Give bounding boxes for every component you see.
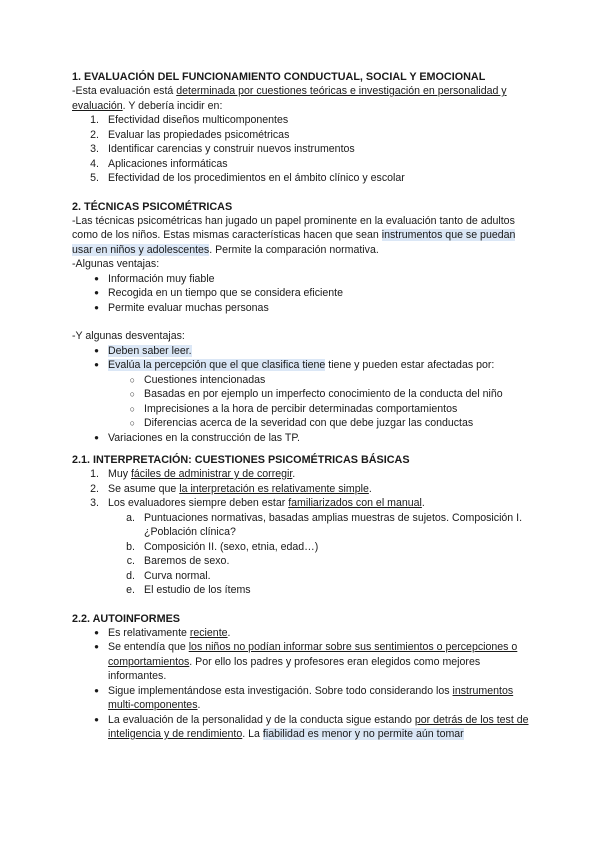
section-2-2-title: 2.2. AUTOINFORMES	[72, 612, 180, 625]
highlighted-text: Evalúa la percepción que el que clasifica tiene	[108, 359, 326, 371]
list-item-text: Basadas en por ejemplo un imperfecto conocimiento de la conducta del niño	[144, 388, 503, 400]
list-item	[72, 128, 532, 143]
list-item	[72, 467, 532, 482]
section-1-list	[72, 113, 532, 186]
list-item-text-end: .	[292, 468, 296, 480]
list-item-text: Cuestiones intencionadas	[144, 373, 266, 386]
bullet-icon: ●	[94, 642, 99, 651]
paragraph-text-end: . Permite la comparación normativa.	[209, 243, 379, 256]
underlined-text: los niños no podían informar sobre sus sentimientos o percepciones o comportamientos	[108, 641, 518, 668]
list-item	[72, 272, 532, 287]
list-item-text-end: .	[227, 626, 231, 639]
list-item-text: Curva normal.	[144, 569, 211, 582]
underlined-text: por detrás de los test de inteligencia y de rendimiento	[108, 713, 529, 740]
list-item-text: Los evaluadores siempre deben estar	[108, 497, 289, 509]
list-item-text: Se entendía que	[108, 641, 189, 653]
list-item-text-end: .	[368, 482, 372, 495]
list-item	[72, 344, 532, 359]
section-2-1-list	[72, 467, 532, 598]
underlined-text: la interpretación es relativamente simple	[179, 482, 369, 495]
list-marker: 1.	[90, 114, 99, 126]
circle-bullet-icon: ○	[129, 374, 135, 385]
list-item-text: Se asume que	[108, 482, 180, 495]
sub-list-item	[72, 511, 532, 540]
section-2-paragraph	[72, 214, 532, 258]
list-item	[72, 286, 532, 301]
list-item-text-end: .	[421, 497, 425, 509]
sub-list-item	[72, 583, 532, 598]
list-marker: c.	[126, 555, 135, 567]
intro-text: -Esta evaluación está	[72, 85, 177, 97]
sub-list-item	[72, 540, 532, 555]
highlighted-text: Deben saber leer.	[108, 344, 192, 357]
list-marker: a.	[126, 511, 135, 524]
list-item-text: Puntuaciones normativas, basadas amplias muestras de sujetos. Composición I. ¿Población clínica?	[144, 511, 523, 538]
highlighted-text: fiabilidad es menor y no permite aún tomar	[262, 728, 464, 740]
list-item-text: Baremos de sexo.	[144, 555, 230, 567]
desventajas-list	[72, 344, 532, 446]
document-page	[72, 70, 532, 742]
list-item-text: . La	[242, 728, 263, 740]
desventajas-label: -Y algunas desventajas:	[72, 330, 185, 342]
list-item	[72, 482, 532, 497]
list-marker: 3.	[90, 143, 99, 155]
bullet-icon: ●	[94, 302, 99, 312]
list-item-text: Composición II. (sexo, etnia, edad…)	[144, 540, 319, 553]
intro-text-end: . Y debería incidir en:	[122, 99, 223, 112]
list-marker: b.	[126, 540, 135, 553]
list-item-text: Sigue implementándose esta investigación. Sobre todo considerando los	[108, 684, 453, 697]
sub-list-item	[72, 387, 532, 402]
sub-list-item	[72, 373, 532, 388]
list-item-text: Efectividad diseños multicomponentes	[108, 114, 289, 126]
underlined-text: reciente	[189, 626, 228, 639]
list-item-text: tiene y pueden estar afectadas por:	[325, 359, 495, 371]
list-item	[72, 640, 532, 684]
list-marker: d.	[126, 569, 135, 582]
sub-list-item	[72, 569, 532, 584]
list-item-text: Identificar carencias y construir nuevos instrumentos	[108, 143, 355, 155]
list-item-text: Muy	[108, 468, 131, 480]
ventajas-label: -Algunas ventajas:	[72, 258, 160, 270]
underlined-text: familiarizados con el manual	[288, 497, 422, 509]
intro-underlined: determinada por cuestiones teóricas e investigación en personalidad y evaluación	[72, 85, 507, 112]
list-item	[72, 157, 532, 172]
underlined-text: fáciles de administrar y de corregir	[130, 468, 293, 480]
list-item-text: Evaluar las propiedades psicométricas	[108, 128, 290, 141]
bullet-icon: ●	[94, 345, 99, 355]
section-1-title: 1. EVALUACIÓN DEL FUNCIONAMIENTO CONDUCTUAL, SOCIAL Y EMOCIONAL	[72, 71, 486, 83]
bullet-icon: ●	[94, 273, 99, 283]
list-item	[72, 358, 532, 373]
list-item-text: Variaciones en la construcción de las TP.	[108, 431, 300, 444]
sub-list-item	[72, 402, 532, 417]
underlined-text: instrumentos multi-componentes	[108, 684, 514, 711]
list-item-text: Diferencias acerca de la severidad con que debe juzgar las conductas	[144, 417, 474, 429]
section-2-1-title: 2.1. INTERPRETACIÓN: CUESTIONES PSICOMÉTRICAS BÁSICAS	[72, 454, 410, 466]
list-marker: 2.	[90, 128, 99, 141]
bullet-icon: ●	[94, 627, 99, 637]
section-2-2-list	[72, 626, 532, 742]
list-item-text: Aplicaciones informáticas	[108, 157, 228, 170]
bullet-icon: ●	[94, 360, 99, 369]
circle-bullet-icon: ○	[129, 403, 135, 414]
list-item-text: Permite evaluar muchas personas	[108, 301, 269, 314]
list-item	[72, 431, 532, 446]
list-item	[72, 142, 532, 157]
list-item-text-end: .	[197, 699, 201, 711]
highlighted-text: instrumentos que se puedan usar en niños y adolescentes	[72, 229, 516, 256]
list-item-text: Es relativamente	[108, 626, 190, 639]
paragraph-text: -Las técnicas psicométricas han jugado un papel prominente en la evaluación tanto de adultos como de los niños. Estas mismas características hacen que sean	[72, 214, 515, 241]
list-item	[72, 496, 532, 511]
list-item-text: Efectividad de los procedimientos en el ámbito clínico y escolar	[108, 172, 405, 184]
list-item	[72, 171, 532, 186]
list-item	[72, 626, 532, 641]
list-item-text: El estudio de los ítems	[144, 584, 251, 596]
section-2-title: 2. TÉCNICAS PSICOMÉTRICAS	[72, 200, 233, 213]
list-marker: 1.	[90, 468, 99, 480]
bullet-icon: ●	[94, 432, 99, 442]
list-item-text: La evaluación de la personalidad y de la conducta sigue estando	[108, 713, 415, 726]
list-item-text-end: . Por ello los padres y profesores eran elegidos como mejores informantes.	[108, 655, 481, 682]
bullet-icon: ●	[94, 685, 99, 695]
list-marker: 5.	[90, 172, 99, 184]
list-item	[72, 684, 532, 713]
circle-bullet-icon: ○	[129, 389, 135, 399]
list-item-text: Imprecisiones a la hora de percibir determinadas comportamientos	[144, 402, 458, 415]
ventajas-list	[72, 272, 532, 316]
list-item	[72, 713, 532, 742]
sub-list-item	[72, 416, 532, 431]
list-item	[72, 301, 532, 316]
circle-bullet-icon: ○	[129, 418, 135, 428]
section-1-intro	[72, 84, 532, 113]
bullet-icon: ●	[94, 714, 99, 724]
list-marker: 2.	[90, 482, 99, 495]
list-item-text: Recogida en un tiempo que se considera eficiente	[108, 287, 343, 299]
list-item	[72, 113, 532, 128]
list-marker: 4.	[90, 157, 99, 170]
list-item-text: Información muy fiable	[108, 272, 215, 285]
list-marker: 3.	[90, 497, 99, 509]
list-marker: e.	[126, 584, 135, 596]
bullet-icon: ●	[94, 288, 99, 297]
sub-list-item	[72, 554, 532, 569]
